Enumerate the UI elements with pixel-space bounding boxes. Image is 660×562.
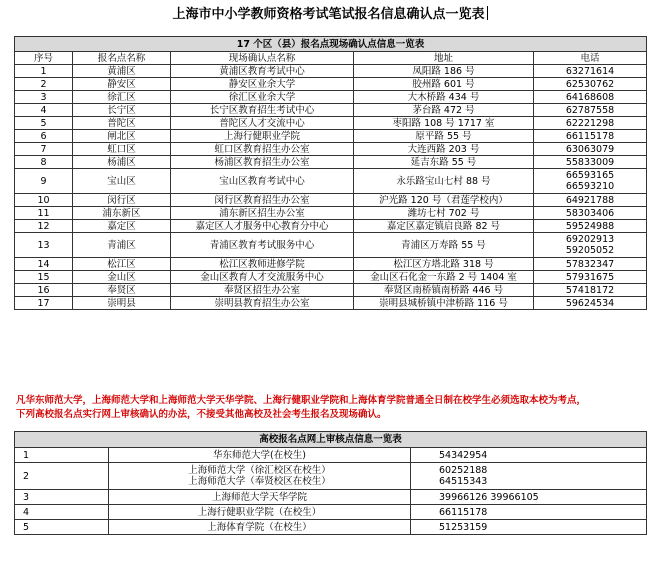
row-site: 上海行健职业学院	[171, 130, 354, 143]
table-row	[15, 297, 647, 310]
row-phone	[534, 220, 647, 233]
row-site: 宝山区教育考试中心	[171, 169, 354, 194]
row-address: 大连西路 203 号	[354, 143, 534, 156]
row-no: 17	[15, 297, 73, 310]
row-phone	[411, 505, 647, 520]
table-row	[15, 490, 647, 505]
row-no: 10	[15, 194, 73, 207]
row-phone-line: 57931675	[565, 271, 615, 283]
row-site: 崇明县教育招生办公室	[171, 297, 354, 310]
row-name: 青浦区	[73, 233, 171, 258]
row-site: 嘉定区人才服务中心教育分中心	[171, 220, 354, 233]
row-name	[109, 448, 411, 463]
notice-line: 凡华东师范大学，上海师范大学和上海师范大学天华学院、上海行健职业学院和上海体育学院普通全日制在校学生必须选取本校为考点，	[16, 395, 587, 406]
row-phone	[534, 169, 647, 194]
table-row	[15, 194, 647, 207]
row-phone	[411, 448, 647, 463]
row-no: 13	[15, 233, 73, 258]
row-name-line: 上海师范大学（徐汇校区在校生）	[188, 465, 331, 476]
row-name: 徐汇区	[73, 91, 171, 104]
table-row	[15, 130, 647, 143]
row-site: 闵行区教育招生办公室	[171, 194, 354, 207]
table-row	[15, 156, 647, 169]
header-no: 序号	[15, 52, 73, 65]
row-site: 静安区业余大学	[171, 78, 354, 91]
row-no: 9	[15, 169, 73, 194]
row-phone	[534, 156, 647, 169]
table-row	[15, 520, 647, 535]
row-name: 崇明县	[73, 297, 171, 310]
row-site: 浦东新区招生办公室	[171, 207, 354, 220]
row-no: 16	[15, 284, 73, 297]
row-phone-line: 57418172	[565, 284, 615, 296]
row-phone-line: 62221298	[565, 117, 615, 129]
row-phone	[534, 104, 647, 117]
row-phone	[534, 207, 647, 220]
row-phone	[534, 297, 647, 310]
row-name	[109, 520, 411, 535]
row-phone-line: 66115178	[565, 130, 615, 142]
row-no: 3	[15, 490, 109, 505]
table-caption: 高校报名点网上审核点信息一览表	[15, 432, 647, 448]
row-address: 枣阳路 108 号 1717 室	[354, 117, 534, 130]
row-name: 金山区	[73, 271, 171, 284]
row-phone-line: 69202913	[565, 234, 615, 245]
row-address: 嘉定区嘉定镇启良路 82 号	[354, 220, 534, 233]
row-no: 7	[15, 143, 73, 156]
row-phone	[534, 130, 647, 143]
row-phone	[534, 258, 647, 271]
row-phone	[534, 117, 647, 130]
row-name: 奉贤区	[73, 284, 171, 297]
row-name: 静安区	[73, 78, 171, 91]
row-no: 2	[15, 463, 109, 490]
table-row	[15, 233, 647, 258]
row-phone-line: 57832347	[565, 258, 615, 270]
table-row	[15, 143, 647, 156]
header-site: 现场确认点名称	[171, 52, 354, 65]
row-site: 徐汇区业余大学	[171, 91, 354, 104]
row-phone-line: 59624534	[565, 297, 615, 309]
table-caption-row	[15, 37, 647, 52]
table-row	[15, 91, 647, 104]
table-row	[15, 463, 647, 490]
row-no: 5	[15, 117, 73, 130]
table-caption-row	[15, 432, 647, 448]
row-phone-line: 63063079	[565, 143, 615, 155]
row-address: 原平路 55 号	[354, 130, 534, 143]
row-phone-line: 39966126 39966105	[439, 491, 539, 503]
row-phone	[534, 65, 647, 78]
row-phone-line: 59205052	[565, 245, 615, 256]
row-address: 大木桥路 434 号	[354, 91, 534, 104]
row-address: 松江区方塔北路 318 号	[354, 258, 534, 271]
page-title: 上海市中小学教师资格考试笔试报名信息确认点一览表	[0, 6, 660, 24]
row-site: 松江区教师进修学院	[171, 258, 354, 271]
row-name-line: 上海师范大学天华学院	[211, 491, 307, 503]
table-header-row	[15, 52, 647, 65]
row-site: 虹口区教育招生办公室	[171, 143, 354, 156]
notice-text	[14, 394, 646, 425]
row-no: 3	[15, 91, 73, 104]
table-row	[15, 448, 647, 463]
row-phone-line: 62530762	[565, 78, 615, 90]
row-phone-line: 64168608	[565, 91, 615, 103]
table-row	[15, 284, 647, 297]
row-name: 嘉定区	[73, 220, 171, 233]
row-phone	[534, 78, 647, 91]
row-name: 普陀区	[73, 117, 171, 130]
row-phone-line: 59524988	[565, 220, 615, 232]
row-phone	[411, 490, 647, 505]
row-no: 4	[15, 505, 109, 520]
row-phone	[534, 233, 647, 258]
row-name: 长宁区	[73, 104, 171, 117]
row-name: 黄浦区	[73, 65, 171, 78]
row-site: 长宁区教育招生考试中心	[171, 104, 354, 117]
row-site: 普陀区人才交流中心	[171, 117, 354, 130]
district-sites-table	[14, 36, 647, 310]
row-phone	[534, 143, 647, 156]
table-row	[15, 65, 647, 78]
row-name: 松江区	[73, 258, 171, 271]
row-no: 1	[15, 65, 73, 78]
row-address: 金山区石化金一东路 2 号 1404 室	[354, 271, 534, 284]
row-no: 12	[15, 220, 73, 233]
row-phone-line: 63271614	[565, 65, 615, 77]
row-phone-line: 66593210	[565, 181, 615, 192]
row-name: 闵行区	[73, 194, 171, 207]
table-row	[15, 220, 647, 233]
row-phone-line: 55833009	[565, 156, 615, 168]
row-phone-line: 64921788	[565, 194, 615, 206]
row-no: 4	[15, 104, 73, 117]
row-no: 1	[15, 448, 109, 463]
row-name	[109, 490, 411, 505]
row-no: 8	[15, 156, 73, 169]
row-address: 胶州路 601 号	[354, 78, 534, 91]
row-name-line: 上海体育学院（在校生）	[207, 521, 312, 533]
university-sites-table	[14, 431, 647, 535]
row-phone	[534, 194, 647, 207]
table-row	[15, 258, 647, 271]
row-name: 虹口区	[73, 143, 171, 156]
row-address: 永乐路宝山七村 88 号	[354, 169, 534, 194]
row-address: 青浦区万寿路 55 号	[354, 233, 534, 258]
row-name	[109, 463, 411, 490]
row-no: 2	[15, 78, 73, 91]
row-name-line: 华东师范大学(在校生)	[213, 449, 306, 461]
row-address: 崇明县城桥镇中津桥路 116 号	[354, 297, 534, 310]
row-phone-line: 58303406	[565, 207, 615, 219]
table-caption: 17 个区（县）报名点现场确认点信息一览表	[15, 37, 647, 52]
row-site: 黄浦区教育考试中心	[171, 65, 354, 78]
row-name	[109, 505, 411, 520]
row-address: 奉贤区南桥镇南桥路 446 号	[354, 284, 534, 297]
row-address: 沪光路 120 号（君莲学校内）	[354, 194, 534, 207]
row-phone-line: 64515343	[439, 476, 488, 487]
row-site: 金山区教育人才交流服务中心	[171, 271, 354, 284]
header-phone: 电话	[534, 52, 647, 65]
row-phone-line: 51253159	[439, 521, 488, 533]
table-row	[15, 271, 647, 284]
row-no: 15	[15, 271, 73, 284]
table-row	[15, 104, 647, 117]
table-row	[15, 117, 647, 130]
header-address: 地址	[354, 52, 534, 65]
row-name-line: 上海师范大学（奉贤校区在校生）	[188, 476, 331, 487]
text-cursor	[487, 6, 488, 20]
row-address: 茅台路 472 号	[354, 104, 534, 117]
row-address: 凤阳路 186 号	[354, 65, 534, 78]
table-row	[15, 505, 647, 520]
row-phone-line: 54342954	[439, 449, 488, 461]
row-name: 闸北区	[73, 130, 171, 143]
row-address: 延吉东路 55 号	[354, 156, 534, 169]
row-phone-line: 66115178	[439, 506, 488, 518]
row-phone	[411, 463, 647, 490]
row-phone-line: 66593165	[565, 170, 615, 181]
row-site: 青浦区教育考试服务中心	[171, 233, 354, 258]
row-phone	[534, 91, 647, 104]
row-name: 宝山区	[73, 169, 171, 194]
notice-line: 下列高校报名点实行网上审核确认的办法，不接受其他高校及社会考生报名及现场确认。	[16, 409, 387, 420]
row-phone-line: 60252188	[439, 465, 488, 476]
row-no: 11	[15, 207, 73, 220]
row-address: 潍坊七村 702 号	[354, 207, 534, 220]
row-no: 14	[15, 258, 73, 271]
row-site: 奉贤区招生办公室	[171, 284, 354, 297]
row-phone-line: 62787558	[565, 104, 615, 116]
row-no: 6	[15, 130, 73, 143]
row-phone	[534, 284, 647, 297]
row-phone	[411, 520, 647, 535]
row-name: 浦东新区	[73, 207, 171, 220]
header-name: 报名点名称	[73, 52, 171, 65]
table-row	[15, 78, 647, 91]
row-name-line: 上海行健职业学院（在校生）	[197, 506, 322, 518]
row-no: 5	[15, 520, 109, 535]
row-site: 杨浦区教育招生办公室	[171, 156, 354, 169]
row-phone	[534, 271, 647, 284]
table-row	[15, 169, 647, 194]
table-row	[15, 207, 647, 220]
row-name: 杨浦区	[73, 156, 171, 169]
